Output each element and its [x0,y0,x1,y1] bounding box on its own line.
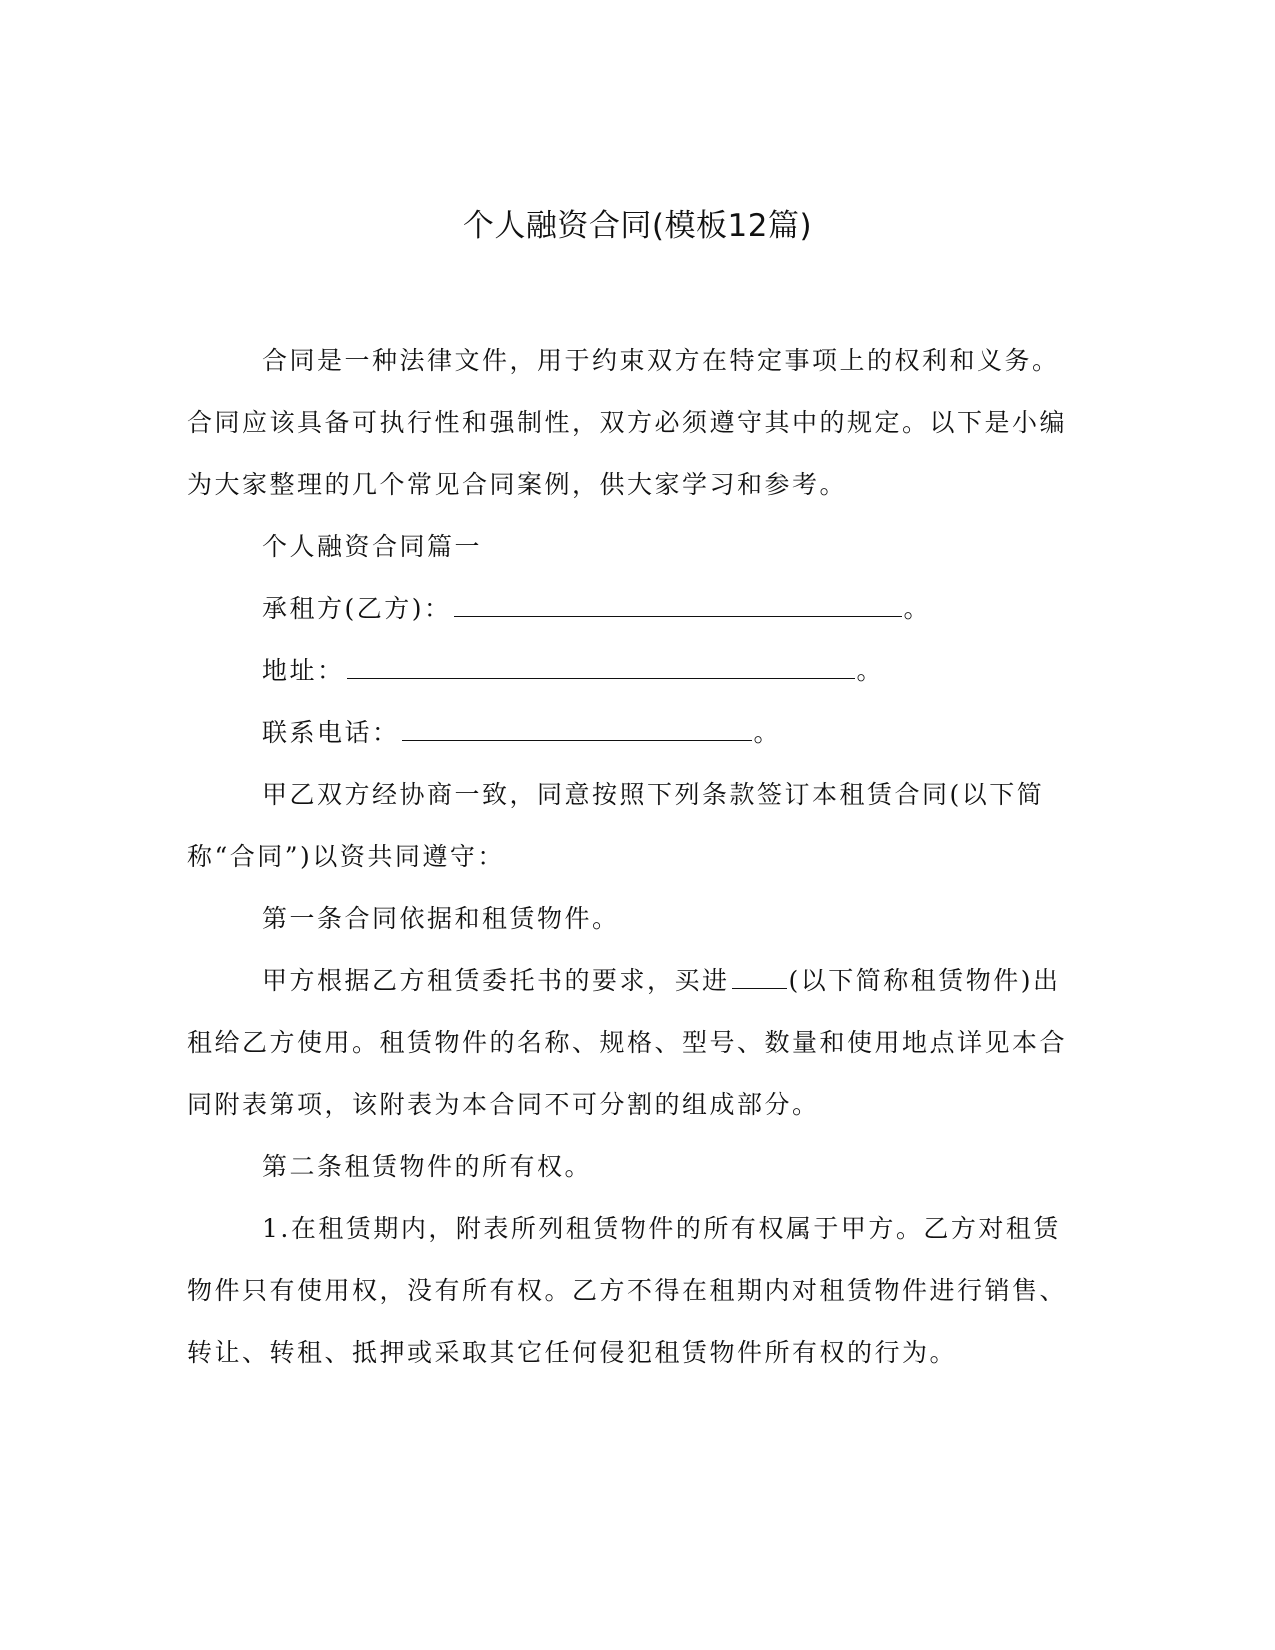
phone-blank[interactable] [402,718,752,741]
phone-label: 联系电话： [262,718,400,747]
lessee-label: 承租方(乙方)： [262,594,452,623]
article1-text-before: 甲方根据乙方租赁委托书的要求，买进 [262,966,730,995]
section-heading: 个人融资合同篇一 [262,532,483,561]
lessee-line [187,578,1067,640]
agreement-paragraph: 甲乙双方经协商一致，同意按照下列条款签订本租赁合同(以下简称“合同”)以资共同遵守： [187,780,1045,871]
article2-heading: 第二条租赁物件的所有权。 [262,1152,593,1181]
address-line [187,640,1067,702]
article2-item1: 1.在租赁期内，附表所列租赁物件的所有权属于甲方。乙方对租赁物件只有使用权，没有所有权。乙方不得在租期内对租赁物件进行销售、转让、转租、抵押或采取其它任何侵犯租赁物件所有权的行为。 [187,1214,1068,1367]
lessee-line-end: 。 [903,594,932,623]
lessee-blank[interactable] [454,594,902,617]
document-body [187,330,1067,1384]
address-line-end: 。 [856,656,885,685]
article1-heading: 第一条合同依据和租赁物件。 [262,904,620,933]
phone-line [187,702,1067,764]
document-title: 个人融资合同(模板12篇) [462,208,813,244]
article1-text-after: (以下简称租赁物件)出租给乙方使用。租赁物件的名称、规格、型号、数量和使用地点详见本合同附表第项，该附表为本合同不可分割的组成部分。 [187,966,1068,1119]
article1-blank[interactable] [732,966,787,989]
phone-line-end: 。 [753,718,782,747]
address-blank[interactable] [347,656,855,679]
address-label: 地址： [262,656,345,685]
intro-paragraph: 合同是一种法律文件，用于约束双方在特定事项上的权利和义务。合同应该具备可执行性和强制性，双方必须遵守其中的规定。以下是小编为大家整理的几个常见合同案例，供大家学习和参考。 [187,346,1068,499]
article1-paragraph [187,950,1067,1136]
